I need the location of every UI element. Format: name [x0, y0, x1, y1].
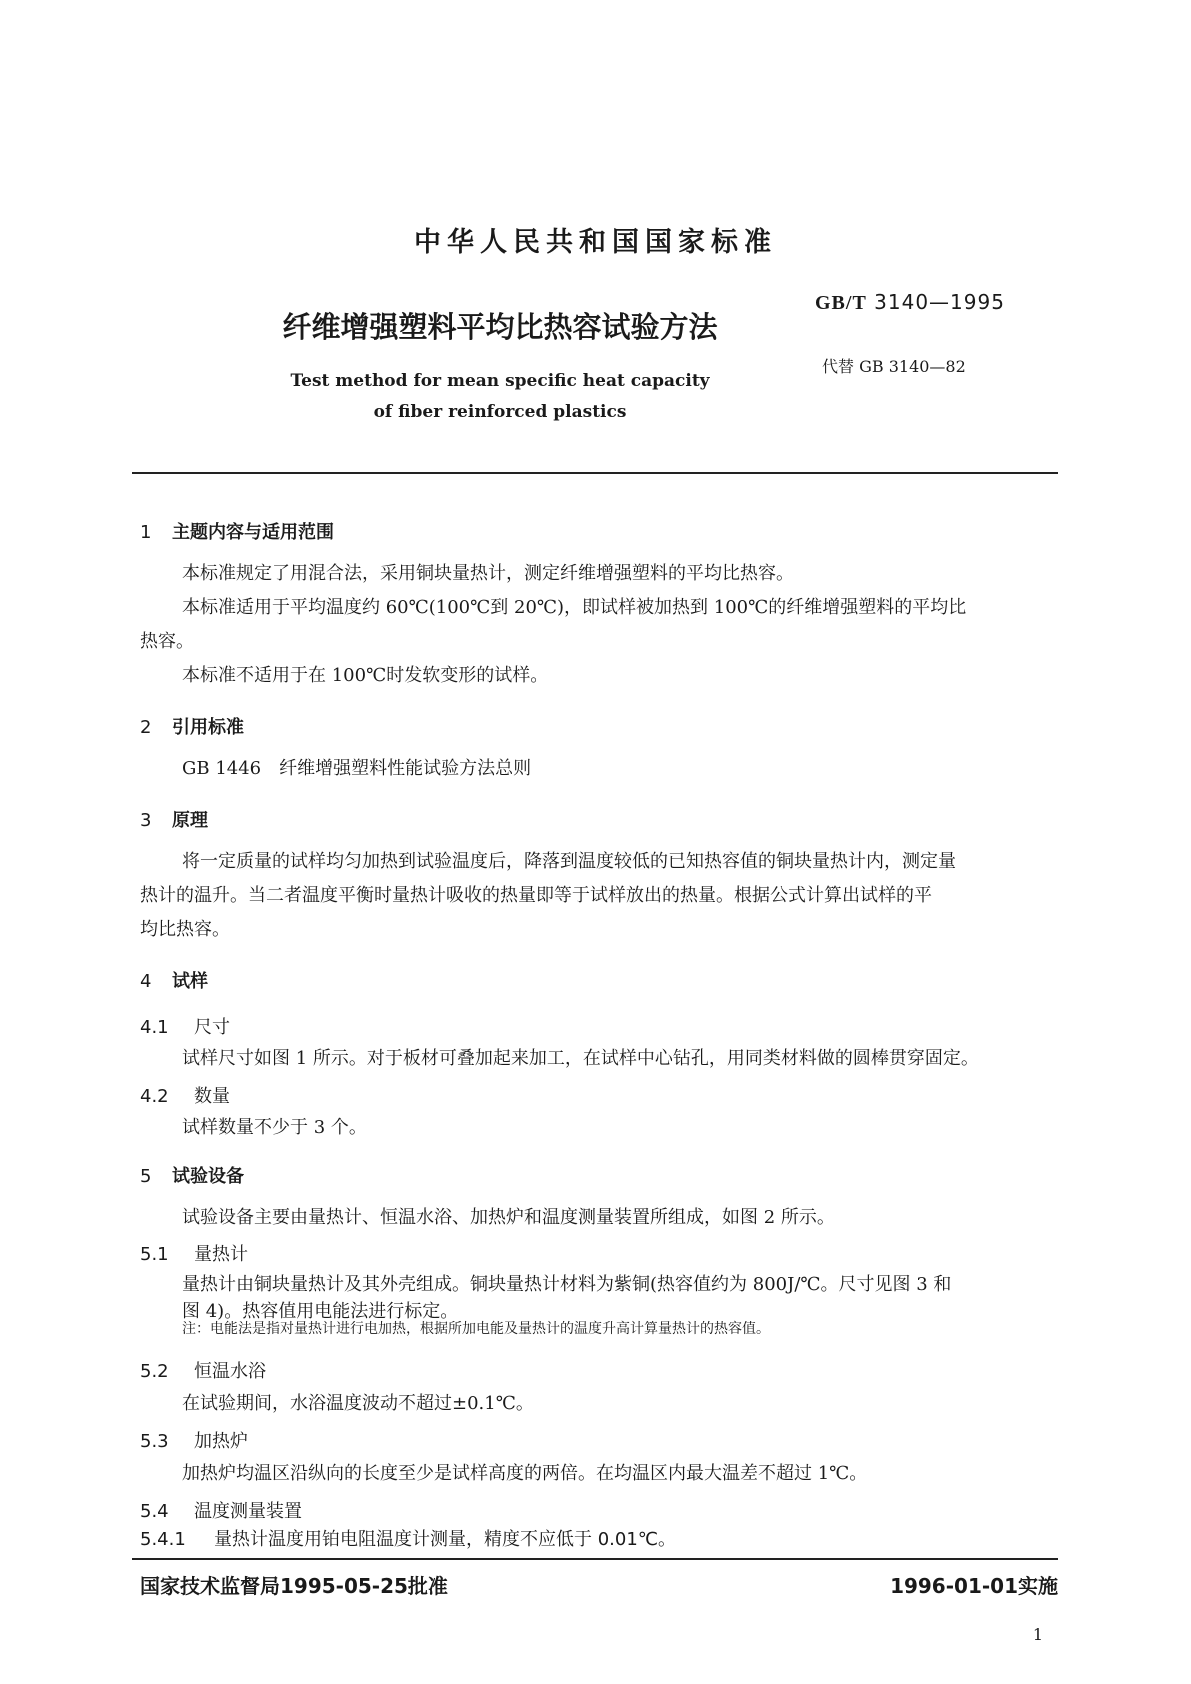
section-4-1-heading: 4.1 尺寸	[140, 1017, 230, 1038]
standard-code: 3140—1995	[874, 290, 1005, 314]
section-5-4-1-text: 5.4.1 量热计温度用铂电阻温度计测量，精度不应低于 0.01℃。	[140, 1529, 677, 1550]
page-number: 1	[1032, 1625, 1043, 1644]
document-title-cn: 纤维增强塑料平均比热容试验方法	[282, 310, 718, 344]
section-5-1-note: 注：电能法是指对量热计进行电加热，根据所加电能及量热计的温度升高计算量热计的热容值。	[182, 1321, 770, 1337]
section-4-2-text: 试样数量不少于 3 个。	[182, 1117, 367, 1138]
header-divider	[132, 472, 1058, 474]
replaces-standard: 代替 GB 3140—82	[822, 357, 966, 376]
country-standard-heading: 中华人民共和国国家标准	[414, 227, 777, 258]
section-5-1-text-cont: 图 4)。热容值用电能法进行标定。	[182, 1301, 459, 1322]
section-1-para-2-cont: 热容。	[140, 631, 194, 652]
section-4-2-heading: 4.2 数量	[140, 1086, 230, 1107]
document-title-en	[240, 366, 760, 428]
section-5-2-text: 在试验期间，水浴温度波动不超过±0.1℃。	[182, 1393, 534, 1414]
standard-prefix: GB/T	[815, 292, 867, 314]
section-1-heading: 1 主题内容与适用范围	[140, 522, 334, 543]
approval-date: 国家技术监督局1995-05-25批准	[140, 1574, 448, 1598]
section-5-3-heading: 5.3 加热炉	[140, 1431, 248, 1452]
section-4-1-text: 试样尺寸如图 1 所示。对于板材可叠加起来加工，在试样中心钻孔，用同类材料做的圆棒贯穿固定。	[182, 1048, 979, 1069]
title-en-line-1: Test method for mean specific heat capacity	[290, 371, 710, 391]
section-5-1-text: 量热计由铜块量热计及其外壳组成。铜块量热计材料为紫铜(热容值约为 800J/℃。尺寸见图 3 和	[182, 1274, 952, 1295]
section-1-para-1: 本标准规定了用混合法，采用铜块量热计，测定纤维增强塑料的平均比热容。	[182, 563, 794, 584]
section-4-heading: 4 试样	[140, 971, 208, 992]
section-5-para-1: 试验设备主要由量热计、恒温水浴、加热炉和温度测量装置所组成，如图 2 所示。	[182, 1207, 835, 1228]
section-5-heading: 5 试验设备	[140, 1166, 244, 1187]
section-3-para-1-cont-2: 均比热容。	[140, 919, 230, 940]
standard-number	[815, 290, 1005, 315]
section-5-2-heading: 5.2 恒温水浴	[140, 1361, 266, 1382]
section-5-1-heading: 5.1 量热计	[140, 1244, 248, 1265]
title-en-line-2: of fiber reinforced plastics	[373, 402, 627, 422]
effective-date: 1996-01-01实施	[890, 1574, 1058, 1598]
section-1-para-3: 本标准不适用于在 100℃时发软变形的试样。	[182, 665, 549, 686]
footer-divider	[132, 1558, 1058, 1560]
section-5-4-heading: 5.4 温度测量装置	[140, 1501, 302, 1522]
section-2-heading: 2 引用标准	[140, 717, 244, 738]
section-3-para-1: 将一定质量的试样均匀加热到试验温度后，降落到温度较低的已知热容值的铜块量热计内，测定量	[182, 851, 956, 872]
section-3-para-1-cont: 热计的温升。当二者温度平衡时量热计吸收的热量即等于试样放出的热量。根据公式计算出试样的平	[140, 885, 932, 906]
section-2-para-1: GB 1446 纤维增强塑料性能试验方法总则	[182, 758, 532, 779]
section-5-3-text: 加热炉均温区沿纵向的长度至少是试样高度的两倍。在均温区内最大温差不超过 1℃。	[182, 1463, 868, 1484]
section-1-para-2: 本标准适用于平均温度约 60℃(100℃到 20℃)，即试样被加热到 100℃的纤维增强塑料的平均比	[182, 597, 967, 618]
section-3-heading: 3 原理	[140, 810, 208, 831]
